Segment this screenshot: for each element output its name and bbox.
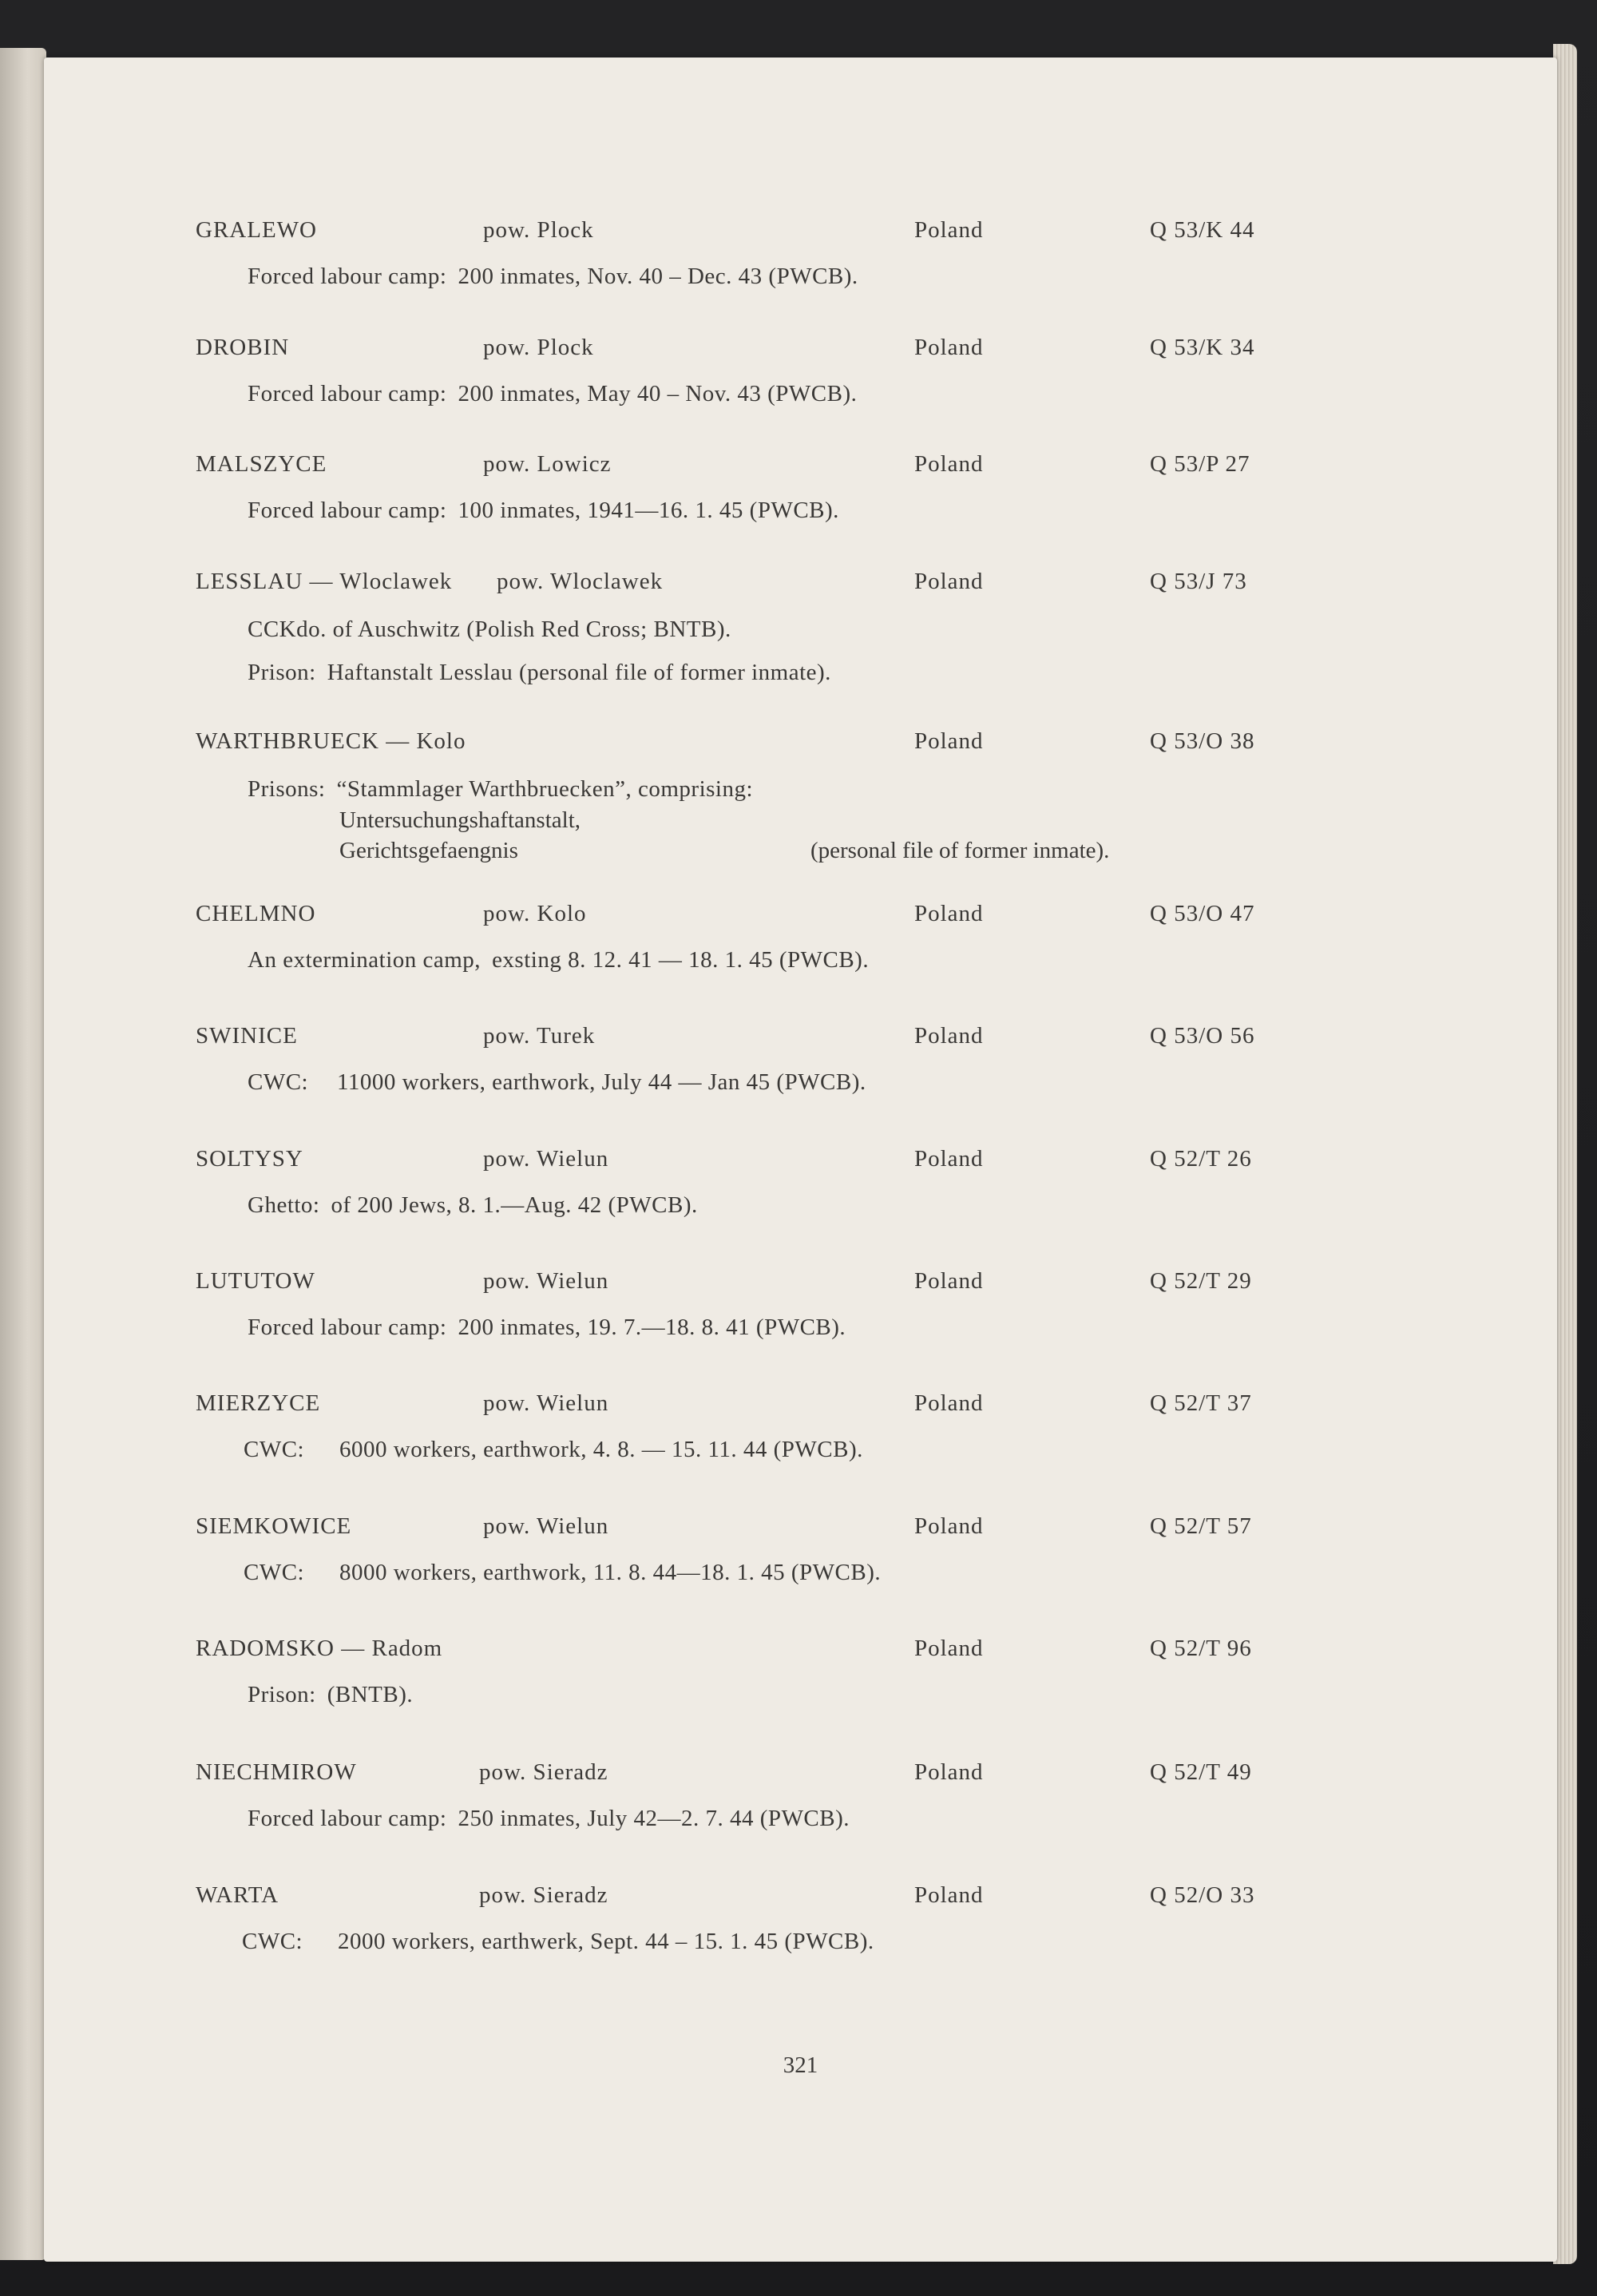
place-name: SOLTYSY	[196, 1146, 303, 1172]
detail-label: Forced labour camp:	[248, 498, 447, 523]
county: pow. Kolo	[483, 901, 587, 926]
entry-gralewo	[44, 217, 1557, 292]
entry-drobin	[44, 335, 1557, 410]
entry-detail	[44, 494, 1557, 526]
map-grid-reference: Q 53/K 44	[1150, 217, 1255, 243]
entry-detail	[44, 773, 1557, 805]
detail-text: 200 inmates, Nov. 40 – Dec. 43 (PWCB).	[458, 264, 858, 289]
entry-detail	[44, 1925, 1557, 1957]
detail-text: “Stammlager Warthbruecken”, comprising:	[336, 776, 754, 802]
detail-label: Forced labour camp:	[248, 264, 447, 289]
detail-label: Forced labour camp:	[248, 381, 447, 406]
entry-lututow	[44, 1268, 1557, 1343]
entry-header	[44, 1636, 1557, 1667]
country: Poland	[914, 1513, 984, 1539]
country: Poland	[914, 901, 984, 926]
detail-label: Prison:	[248, 1682, 316, 1707]
entry-header	[44, 217, 1557, 249]
map-grid-reference: Q 53/O 47	[1150, 901, 1255, 926]
detail-text: 2000 workers, earthwerk, Sept. 44 – 15. 1. 45 (PWCB).	[338, 1929, 874, 1954]
entry-detail	[44, 260, 1557, 292]
country: Poland	[914, 728, 984, 754]
county: pow. Sieradz	[479, 1759, 608, 1785]
detail-text: 200 inmates, May 40 – Nov. 43 (PWCB).	[458, 381, 858, 406]
country: Poland	[914, 1268, 984, 1294]
county: pow. Plock	[483, 217, 594, 243]
detail-text: 8000 workers, earthwork, 11. 8. 44—18. 1. 45 (PWCB).	[339, 1560, 882, 1585]
map-grid-reference: Q 53/J 73	[1150, 569, 1247, 594]
place-name: SIEMKOWICE	[196, 1513, 352, 1539]
map-grid-reference: Q 52/T 37	[1150, 1390, 1252, 1416]
entry-chelmno	[44, 901, 1557, 976]
detail-label: CWC:	[244, 1560, 305, 1585]
place-name: NIECHMIROW	[196, 1759, 357, 1785]
county: pow. Wloclawek	[497, 569, 664, 594]
place-name: LESSLAU — Wloclawek	[196, 569, 453, 594]
entry-header	[44, 1390, 1557, 1422]
county: pow. Wielun	[483, 1513, 609, 1539]
county: pow. Wielun	[483, 1268, 609, 1294]
map-grid-reference: Q 52/T 29	[1150, 1268, 1252, 1294]
entry-radomsko	[44, 1636, 1557, 1711]
entry-detail	[44, 1066, 1557, 1098]
entry-malszyce	[44, 451, 1557, 526]
detail-text: (BNTB).	[327, 1682, 414, 1707]
map-grid-reference: Q 53/O 56	[1150, 1023, 1255, 1049]
entry-warthbrueck	[44, 728, 1557, 866]
entry-detail	[44, 1802, 1557, 1834]
detail-label: CWC:	[248, 1069, 309, 1095]
county: pow. Sieradz	[479, 1882, 608, 1908]
detail-subline	[44, 835, 1557, 866]
map-grid-reference: Q 53/P 27	[1150, 451, 1250, 477]
entry-header	[44, 569, 1557, 601]
map-grid-reference: Q 53/O 38	[1150, 728, 1255, 754]
entry-header	[44, 728, 1557, 760]
entry-header	[44, 1882, 1557, 1914]
detail-label: Prison:	[248, 660, 316, 685]
place-name: MIERZYCE	[196, 1390, 321, 1416]
detail-subline-text: Gerichtsgefaengnis	[339, 838, 518, 863]
country: Poland	[914, 335, 984, 360]
detail-subline: Untersuchungshaftanstalt,	[339, 807, 581, 833]
entry-detail	[44, 944, 1557, 976]
detail-text: 11000 workers, earthwork, July 44 — Jan 45 (PWCB).	[337, 1069, 866, 1095]
entry-detail-line: CCKdo. of Auschwitz (Polish Red Cross; BNTB).	[248, 617, 731, 642]
entry-header	[44, 1023, 1557, 1055]
county: pow. Lowicz	[483, 451, 612, 477]
detail-text: Haftanstalt Lesslau (personal file of former inmate).	[327, 660, 831, 685]
detail-text: 6000 workers, earthwork, 4. 8. — 15. 11. 44 (PWCB).	[339, 1437, 863, 1462]
entry-header	[44, 1146, 1557, 1178]
entry-soltysy	[44, 1146, 1557, 1221]
country: Poland	[914, 1759, 984, 1785]
entry-header	[44, 1513, 1557, 1545]
entry-warta	[44, 1882, 1557, 1957]
entry-detail	[44, 656, 1557, 688]
entry-header	[44, 1759, 1557, 1791]
detail-label: CWC:	[242, 1929, 303, 1954]
detail-text: 200 inmates, 19. 7.—18. 8. 41 (PWCB).	[458, 1315, 846, 1340]
place-name: DROBIN	[196, 335, 290, 360]
detail-label: Ghetto:	[248, 1192, 320, 1218]
left-page-edge	[0, 48, 46, 2260]
place-name: GRALEWO	[196, 217, 317, 243]
place-name: WARTA	[196, 1882, 279, 1908]
map-grid-reference: Q 52/T 57	[1150, 1513, 1252, 1539]
detail-label: Prisons:	[248, 776, 326, 802]
county: pow. Plock	[483, 335, 594, 360]
country: Poland	[914, 1390, 984, 1416]
entry-detail	[44, 1556, 1557, 1588]
entry-niechmirow	[44, 1759, 1557, 1834]
country: Poland	[914, 1882, 984, 1908]
detail-label: Forced labour camp:	[248, 1315, 447, 1340]
country: Poland	[914, 1023, 984, 1049]
detail-text: 250 inmates, July 42—2. 7. 44 (PWCB).	[458, 1806, 850, 1831]
place-name: LUTUTOW	[196, 1268, 315, 1294]
detail-text: 100 inmates, 1941—16. 1. 45 (PWCB).	[458, 498, 839, 523]
country: Poland	[914, 1636, 984, 1661]
entry-detail	[44, 1189, 1557, 1221]
entry-header	[44, 1268, 1557, 1300]
detail-label: An extermination camp,	[248, 947, 481, 973]
entry-header	[44, 901, 1557, 933]
entry-detail	[44, 378, 1557, 410]
detail-label: Forced labour camp:	[248, 1806, 447, 1831]
place-name: CHELMNO	[196, 901, 316, 926]
map-grid-reference: Q 52/T 26	[1150, 1146, 1252, 1172]
place-name: MALSZYCE	[196, 451, 327, 477]
detail-text: exsting 8. 12. 41 — 18. 1. 45 (PWCB).	[492, 947, 870, 973]
place-name: WARTHBRUECK — Kolo	[196, 728, 466, 754]
map-grid-reference: Q 52/O 33	[1150, 1882, 1255, 1908]
entry-detail	[44, 1434, 1557, 1465]
detail-label: CWC:	[244, 1437, 305, 1462]
entry-detail	[44, 1679, 1557, 1711]
entry-lesslau	[44, 569, 1557, 688]
county: pow. Wielun	[483, 1146, 609, 1172]
country: Poland	[914, 1146, 984, 1172]
map-grid-reference: Q 52/T 96	[1150, 1636, 1252, 1661]
country: Poland	[914, 451, 984, 477]
entry-siemkowice	[44, 1513, 1557, 1588]
country: Poland	[914, 569, 984, 594]
county: pow. Turek	[483, 1023, 596, 1049]
county: pow. Wielun	[483, 1390, 609, 1416]
detail-note: (personal file of former inmate).	[810, 838, 1110, 863]
entry-swinice	[44, 1023, 1557, 1098]
entry-mierzyce	[44, 1390, 1557, 1465]
entry-header	[44, 451, 1557, 483]
detail-text: of 200 Jews, 8. 1.—Aug. 42 (PWCB).	[331, 1192, 698, 1218]
place-name: RADOMSKO — Radom	[196, 1636, 443, 1661]
map-grid-reference: Q 53/K 34	[1150, 335, 1255, 360]
map-grid-reference: Q 52/T 49	[1150, 1759, 1252, 1785]
page-number: 321	[783, 2052, 818, 2078]
country: Poland	[914, 217, 984, 243]
place-name: SWINICE	[196, 1023, 298, 1049]
book-page	[44, 57, 1557, 2262]
entry-header	[44, 335, 1557, 367]
entry-detail	[44, 1311, 1557, 1343]
